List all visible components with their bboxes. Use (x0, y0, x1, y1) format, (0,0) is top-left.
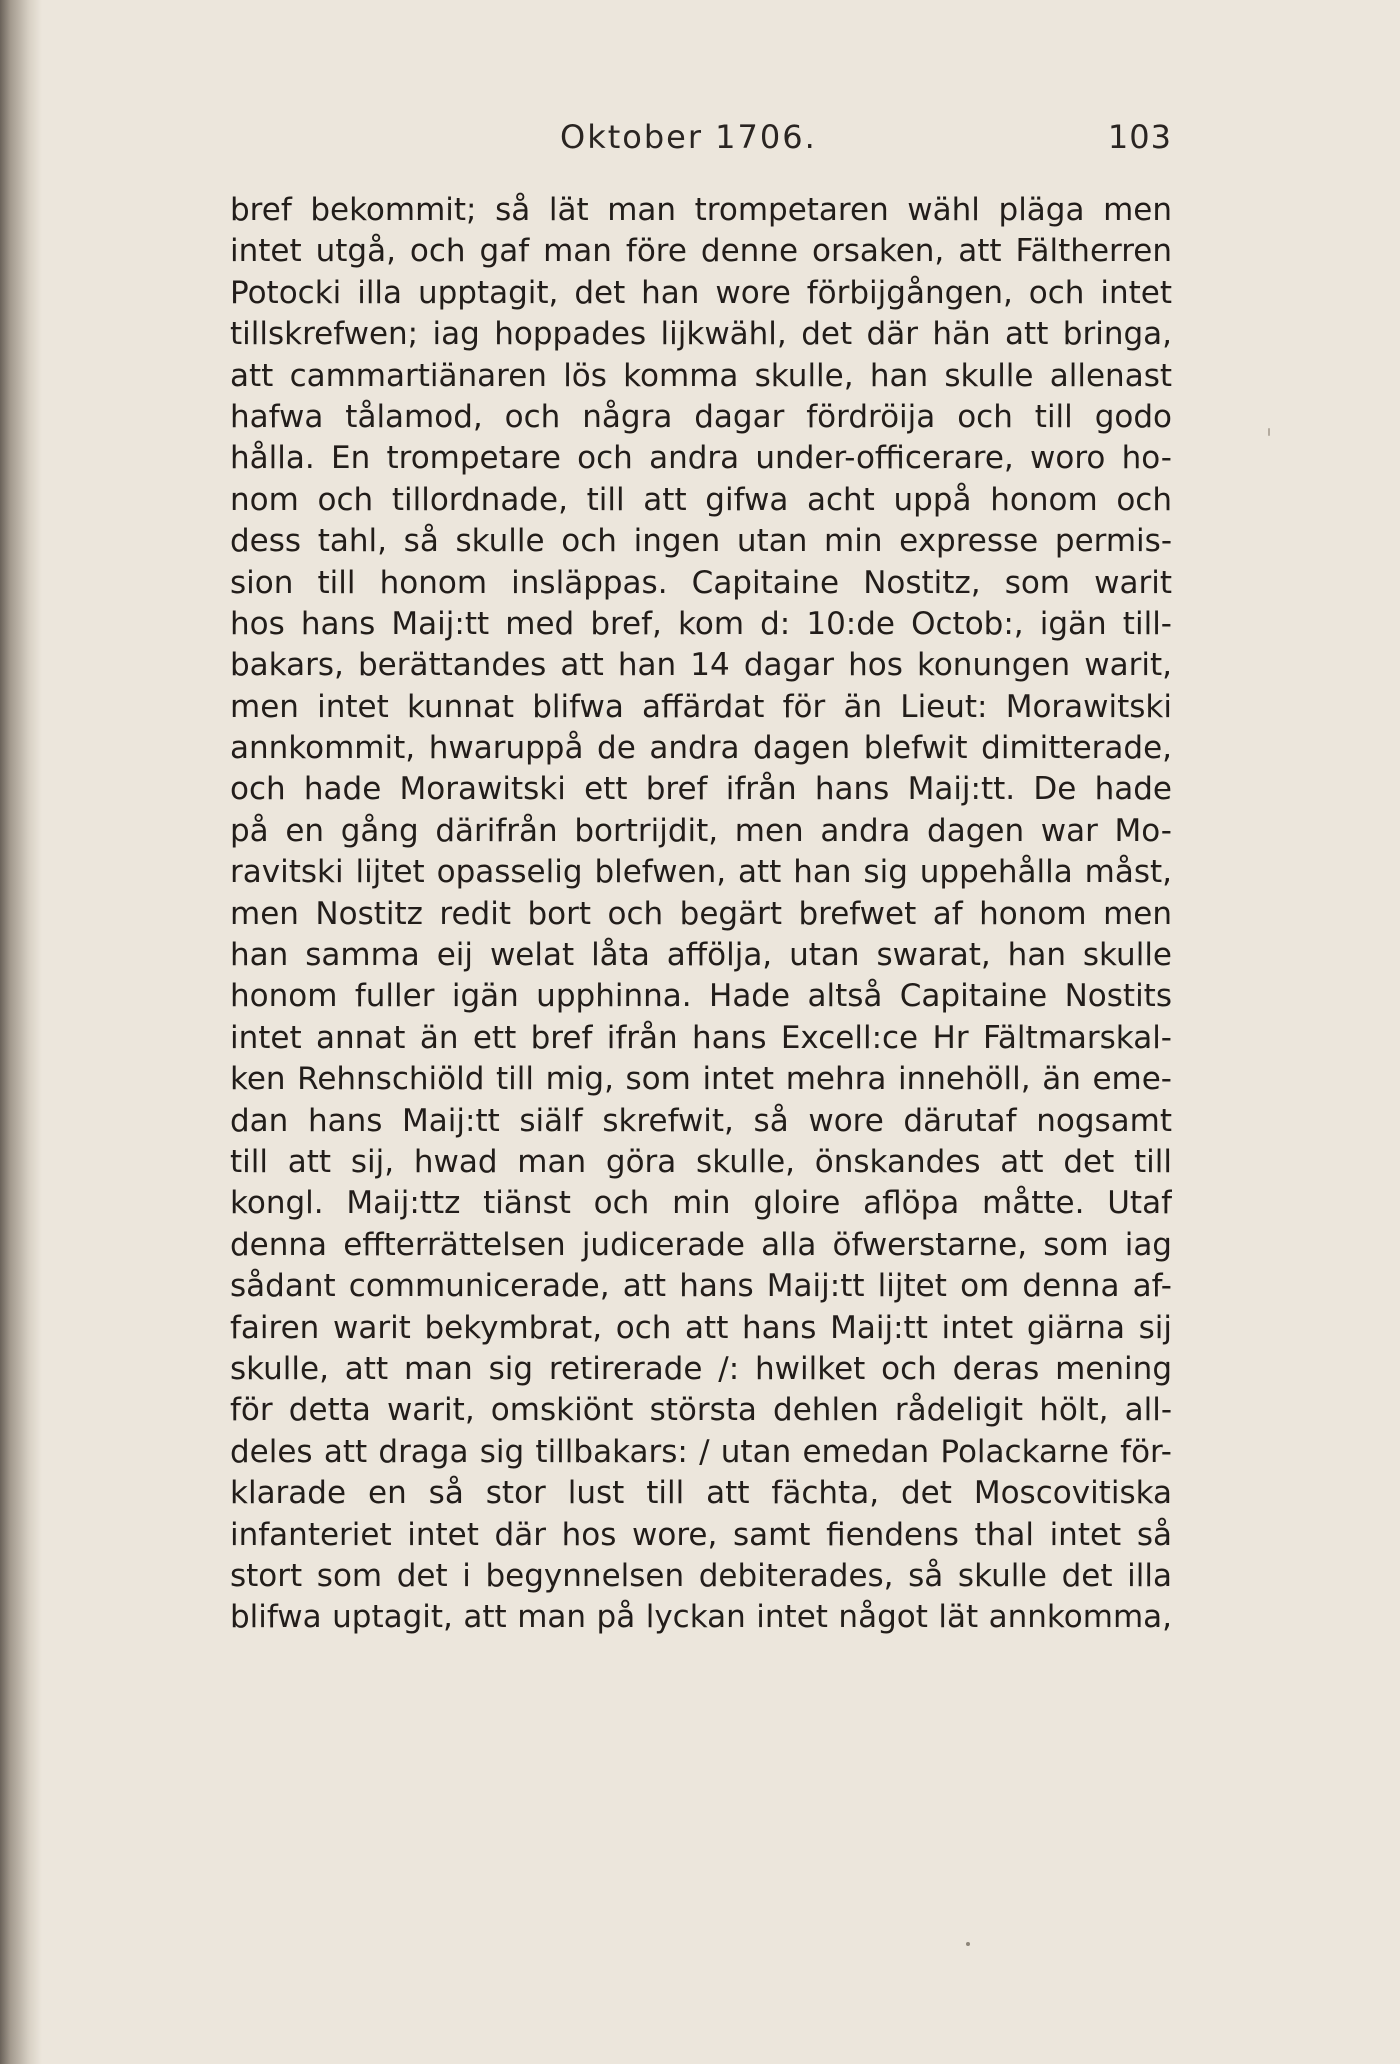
text-line: hafwa tålamod, och några dagar fördröija och till godo (230, 398, 1172, 435)
text-line: men intet kunnat blifwa affärdat för än Lieut: Morawitski (230, 688, 1172, 725)
text-line: hos hans Maij:tt med bref, kom d: 10:de Octob:, igän till- (230, 605, 1172, 642)
text-line: dan hans Maij:tt siälf skrefwit, så wore därutaf nogsamt (230, 1102, 1172, 1139)
text-line: intet utgå, och gaf man före denne orsaken, att Fältherren (230, 233, 1172, 270)
text-line: och hade Morawitski ett bref ifrån hans Maij:tt. De hade (230, 771, 1172, 808)
text-line: klarade en så stor lust till att fächta, det Moscovitiska (230, 1475, 1172, 1512)
text-line: sion till honom insläppas. Capitaine Nostitz, som warit (230, 564, 1172, 601)
text-line: till att sij, hwad man göra skulle, önskandes att det till (230, 1143, 1172, 1180)
text-line: sådant communicerade, att hans Maij:tt lijtet om denna af- (230, 1268, 1172, 1305)
paper-speck (966, 1942, 970, 1946)
text-line: hålla. En trompetare och andra under-officerare, woro ho- (230, 440, 1172, 477)
text-line: att cammartiänaren lös komma skulle, han skulle allenast (230, 357, 1172, 394)
text-line: ken Rehnschiöld till mig, som intet mehra innehöll, än eme- (230, 1061, 1172, 1098)
running-header (230, 118, 1172, 162)
text-line: men Nostitz redit bort och begärt brefwet af honom men (230, 895, 1172, 932)
text-line: kongl. Maij:ttz tiänst och min gloire aflöpa måtte. Utaf (230, 1185, 1172, 1222)
text-line: denna effterrättelsen judicerade alla öfwerstarne, som iag (230, 1226, 1172, 1263)
text-line: tillskrefwen; iag hoppades lijkwähl, det där hän att bringa, (230, 316, 1172, 353)
text-line: honom fuller igän upphinna. Hade altså Capitaine Nostits (230, 978, 1172, 1015)
text-line: bref bekommit; så lät man trompetaren wähl pläga men (230, 192, 1172, 228)
text-line: intet annat än ett bref ifrån hans Excell:ce Hr Fältmarskal- (230, 1019, 1172, 1056)
text-line: deles att draga sig tillbakars: / utan emedan Polackarne för- (230, 1433, 1172, 1470)
page-number: 103 (1107, 118, 1172, 156)
running-title: Oktober 1706. (560, 118, 817, 156)
text-line: fairen warit bekymbrat, och att hans Maij:tt intet giärna sij (230, 1309, 1172, 1346)
text-line: stort som det i begynnelsen debiterades, så skulle det illa (230, 1557, 1172, 1594)
text-line: han samma eij welat låta affölja, utan swarat, han skulle (230, 937, 1172, 974)
paper-speck (1268, 428, 1270, 436)
text-line: på en gång därifrån bortrijdit, men andra dagen war Mo- (230, 812, 1172, 849)
text-line: Potocki illa upptagit, det han wore förbijgången, och intet (230, 274, 1172, 311)
page-gutter-shadow (0, 0, 42, 2064)
text-line: blifwa uptagit, att man på lyckan intet något lät annkomma, (230, 1599, 1172, 1636)
body-text (230, 190, 1172, 1639)
text-line: dess tahl, så skulle och ingen utan min expresse permis- (230, 523, 1172, 560)
text-line: infanteriet intet där hos wore, samt fiendens thal intet så (230, 1516, 1172, 1553)
text-line: nom och tillordnade, till att gifwa acht uppå honom och (230, 481, 1172, 518)
text-line: ravitski lijtet opasselig blefwen, att han sig uppehålla måst, (230, 854, 1172, 891)
text-line: för detta warit, omskiönt största dehlen rådeligit hölt, all- (230, 1392, 1172, 1429)
text-line: skulle, att man sig retirerade /: hwilket och deras mening (230, 1350, 1172, 1387)
text-line: bakars, berättandes att han 14 dagar hos konungen warit, (230, 647, 1172, 684)
text-line: annkommit, hwaruppå de andra dagen blefwit dimitterade, (230, 730, 1172, 767)
